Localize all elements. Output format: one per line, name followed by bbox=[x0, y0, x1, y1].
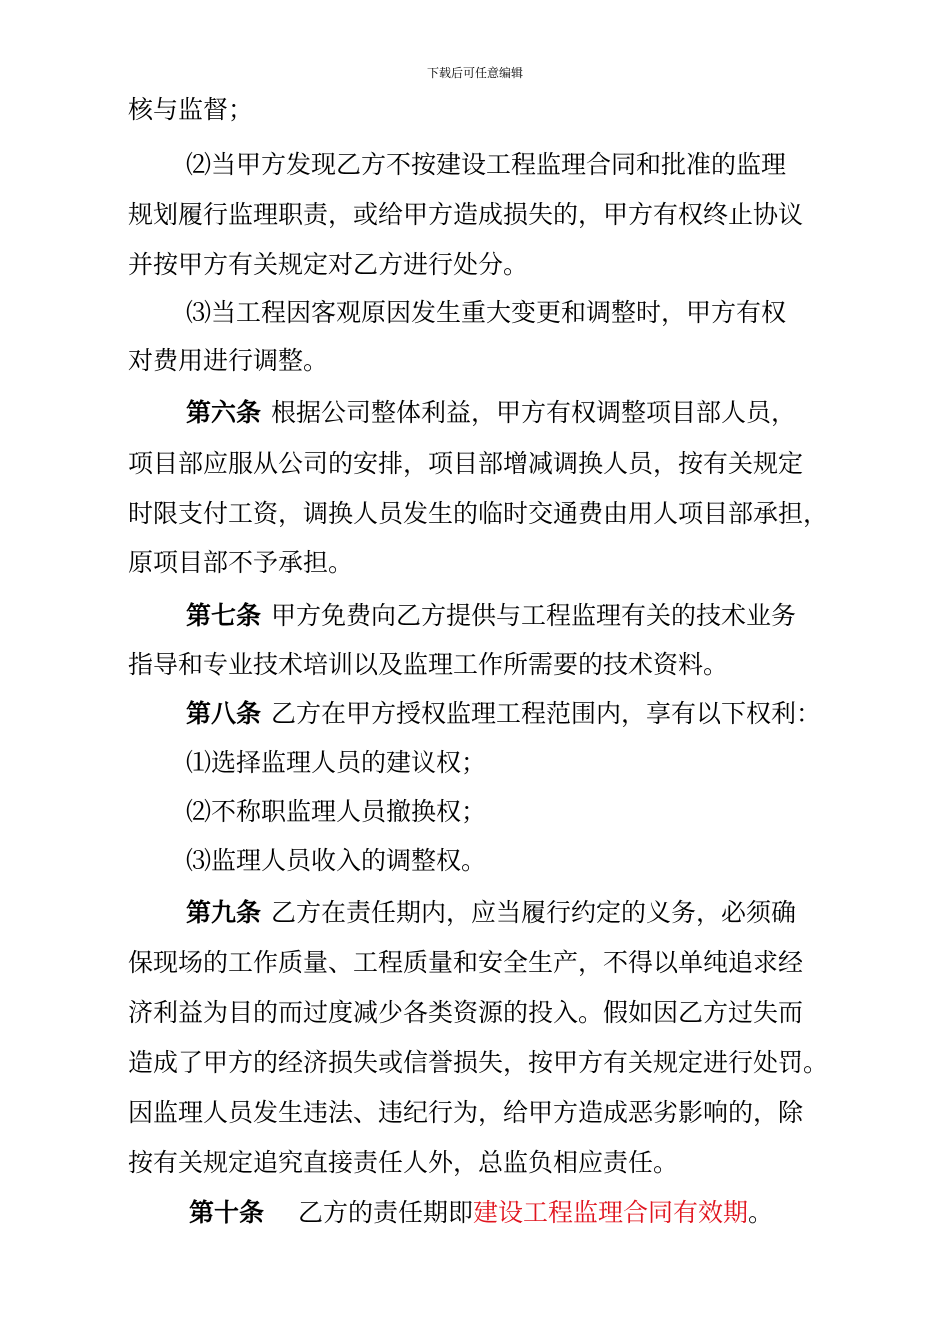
page-header: 下载后可任意编辑 bbox=[426, 66, 523, 80]
article-6-text: 根据公司整体利益，甲方有权调整项目部人员， bbox=[271, 398, 797, 427]
text-line: 按有关规定追究直接责任人外，总监负相应责任。 bbox=[128, 1148, 679, 1177]
article-10-title: 第十条 bbox=[189, 1198, 265, 1227]
article-10-line bbox=[189, 1195, 773, 1231]
article-7-text: 甲方免费向乙方提供与工程监理有关的技术业务 bbox=[271, 601, 797, 630]
list-item: ⑵不称职监理人员撤换权； bbox=[186, 797, 487, 826]
text-line: ⑶当工程因客观原因发生重大变更和调整时，甲方有权 bbox=[186, 298, 787, 327]
article-6-line bbox=[186, 395, 796, 431]
article-10-highlight: 建设工程监理合同有效期 bbox=[473, 1198, 749, 1227]
text-line: ⑵当甲方发现乙方不按建设工程监理合同和批准的监理 bbox=[186, 150, 787, 179]
article-9-title: 第九条 bbox=[186, 898, 262, 927]
article-6-title: 第六条 bbox=[186, 398, 262, 427]
list-item: ⑴选择监理人员的建议权； bbox=[186, 748, 487, 777]
article-8-title: 第八条 bbox=[186, 699, 262, 728]
text-line: 保现场的工作质量、工程质量和安全生产，不得以单纯追求经 bbox=[128, 948, 804, 977]
list-item: ⑶监理人员收入的调整权。 bbox=[186, 846, 487, 875]
article-7-title: 第七条 bbox=[186, 601, 262, 630]
article-8-text: 乙方在甲方授权监理工程范围内，享有以下权利： bbox=[271, 699, 822, 728]
text-line: 核与监督； bbox=[128, 95, 254, 124]
text-line: 并按甲方有关规定对乙方进行处分。 bbox=[128, 250, 529, 279]
text-line: 指导和专业技术培训以及监理工作所需要的技术资料。 bbox=[128, 650, 729, 679]
text-line: 规划履行监理职责，或给甲方造成损失的，甲方有权终止协议 bbox=[128, 200, 804, 229]
article-10-text: 乙方的责任期即 bbox=[298, 1198, 474, 1227]
article-7-line bbox=[186, 598, 796, 634]
text-line: 原项目部不予承担。 bbox=[128, 548, 354, 577]
text-line: 因监理人员发生违法、违纪行为，给甲方造成恶劣影响的，除 bbox=[128, 1098, 804, 1127]
article-10-end: 。 bbox=[748, 1198, 774, 1227]
text-line: 时限支付工资，调换人员发生的临时交通费由用人项目部承担， bbox=[128, 499, 829, 528]
article-9-text: 乙方在责任期内，应当履行约定的义务，必须确 bbox=[271, 898, 797, 927]
article-8-line bbox=[186, 696, 821, 732]
article-9-line bbox=[186, 895, 796, 931]
text-line: 济利益为目的而过度减少各类资源的投入。假如因乙方过失而 bbox=[128, 998, 804, 1027]
text-line: 项目部应服从公司的安排，项目部增减调换人员，按有关规定 bbox=[128, 449, 804, 478]
text-line: 对费用进行调整。 bbox=[128, 346, 329, 375]
text-line: 造成了甲方的经济损失或信誉损失，按甲方有关规定进行处罚。 bbox=[128, 1048, 829, 1077]
